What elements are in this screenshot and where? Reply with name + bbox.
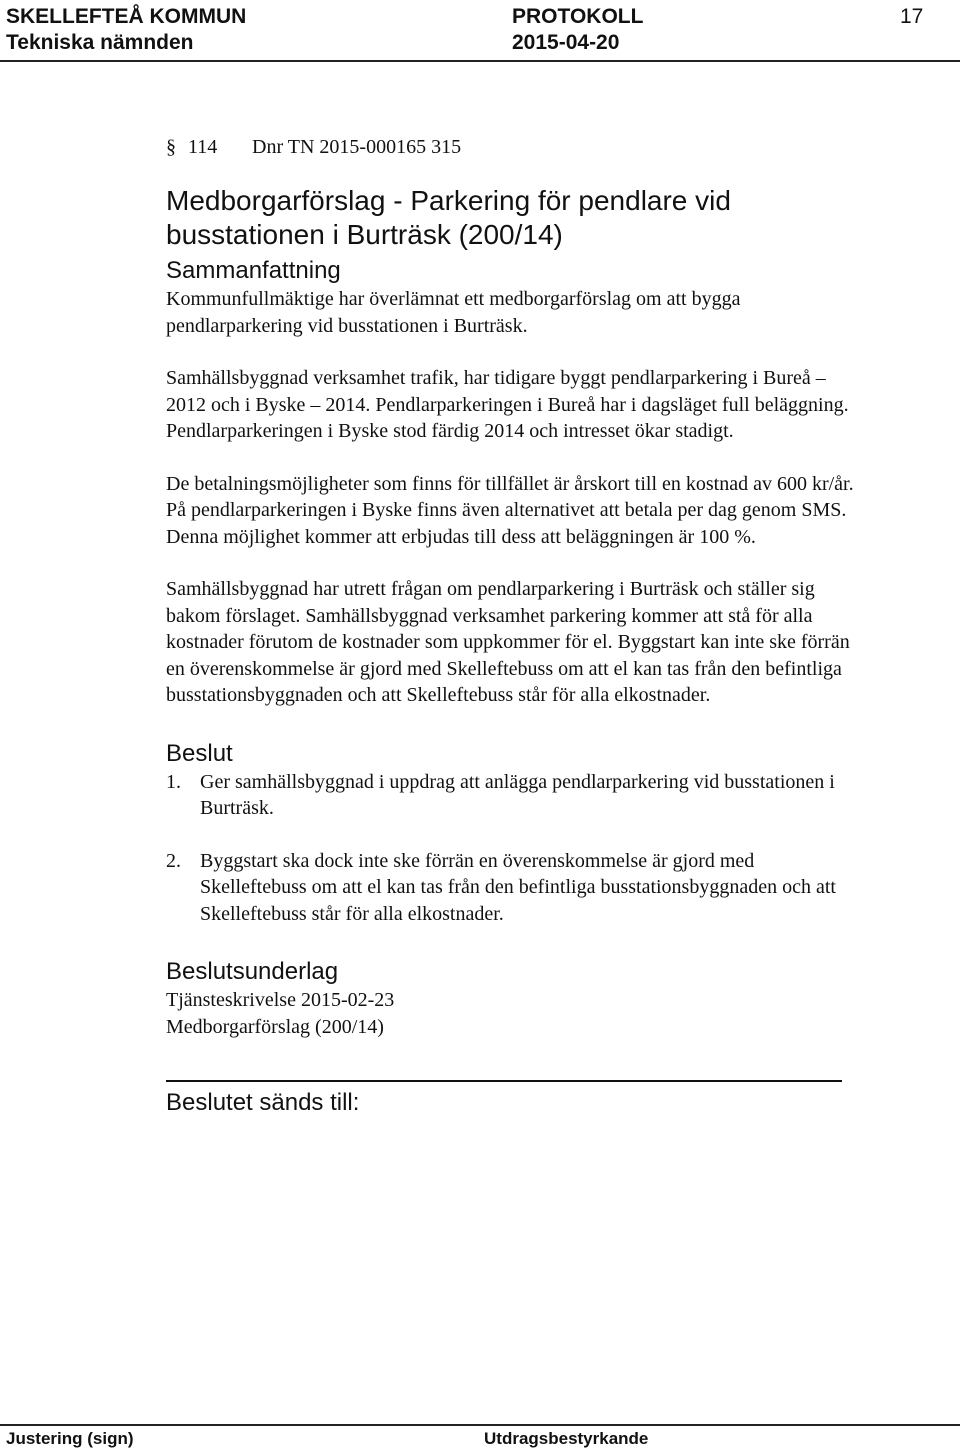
summary-paragraph-2: Samhällsbyggnad verksamhet trafik, har tidigare byggt pendlarparkering i Bureå – 2012 och i Byske – 2014. Pendlarparkeringen i Bureå har i dagsläget full beläggning. Pendlarparkeringen i Byske stod färdig 2014 och intresset ökar stadigt. bbox=[166, 367, 849, 442]
decision-list bbox=[166, 769, 856, 928]
footer-justering: Justering (sign) bbox=[6, 1429, 134, 1448]
page-number: 17 bbox=[900, 5, 924, 28]
decision-item-number: 1. bbox=[166, 770, 181, 793]
document-body bbox=[166, 132, 856, 1118]
summary-paragraph-3: De betalningsmöjligheter som finns för tillfället är årskort till en kostnad av 600 kr/år. På pendlarparkeringen i Byske finns även alternativet att betala per dag genom SMS. Denna möjlighet kommer att erbjudas till dess att beläggningen är 100 %. bbox=[166, 472, 854, 548]
decision-heading: Beslut bbox=[166, 739, 233, 767]
header-rule bbox=[0, 60, 960, 62]
case-line bbox=[166, 132, 856, 162]
decision-item-number: 2. bbox=[166, 849, 181, 872]
header-org: SKELLEFTEÅ KOMMUN bbox=[6, 5, 247, 28]
footer-rule bbox=[0, 1424, 960, 1426]
sent-to-heading: Beslutet sänds till: bbox=[166, 1089, 360, 1116]
basis-heading: Beslutsunderlag bbox=[166, 958, 339, 985]
summary-paragraph-4: Samhällsbyggnad har utrett frågan om pendlarparkering i Burträsk och ställer sig bakom förslaget. Samhällsbyggnad verksamhet parkering kommer att stå för alla kostnader förutom de kostnader som uppkommer för el. Byggstart kan inte ske förrän en överenskommelse är gjord med Skelleftebuss om att el kan tas från den befintliga busstationsbyggnaden och att Skelleftebuss står för alla elkostnader. bbox=[166, 578, 850, 706]
header-date: 2015-04-20 bbox=[512, 31, 620, 54]
decision-item bbox=[166, 769, 856, 822]
diary-number: Dnr TN 2015-000165 315 bbox=[252, 136, 462, 158]
separator-line bbox=[166, 1080, 842, 1082]
decision-item-text: Byggstart ska dock inte ske förrän en överenskommelse är gjord med Skelleftebuss om att el kan tas från den befintliga busstationsbyggnaden och att Skelleftebuss står för alla elkostnader. bbox=[200, 849, 836, 925]
basis-item: Tjänsteskrivelse 2015-02-23 bbox=[166, 989, 395, 1011]
header-committee: Tekniska nämnden bbox=[6, 31, 194, 54]
decision-item-text: Ger samhällsbyggnad i uppdrag att anlägga pendlarparkering vid busstationen i Burträsk. bbox=[200, 770, 835, 819]
case-number: 114 bbox=[188, 136, 218, 158]
page-title: Medborgarförslag - Parkering för pendlare vid busstationen i Burträsk (200/14) bbox=[166, 185, 731, 250]
summary-heading: Sammanfattning bbox=[166, 257, 341, 284]
section-sign: § bbox=[166, 136, 176, 158]
decision-item bbox=[166, 848, 856, 928]
footer-utdragsbestyrkande: Utdragsbestyrkande bbox=[484, 1429, 649, 1448]
summary-paragraph-1: Kommunfullmäktige har överlämnat ett medborgarförslag om att bygga pendlarparkering vid busstationen i Burträsk. bbox=[166, 288, 741, 337]
header-doc-type: PROTOKOLL bbox=[512, 5, 644, 28]
basis-item: Medborgarförslag (200/14) bbox=[166, 1015, 384, 1038]
